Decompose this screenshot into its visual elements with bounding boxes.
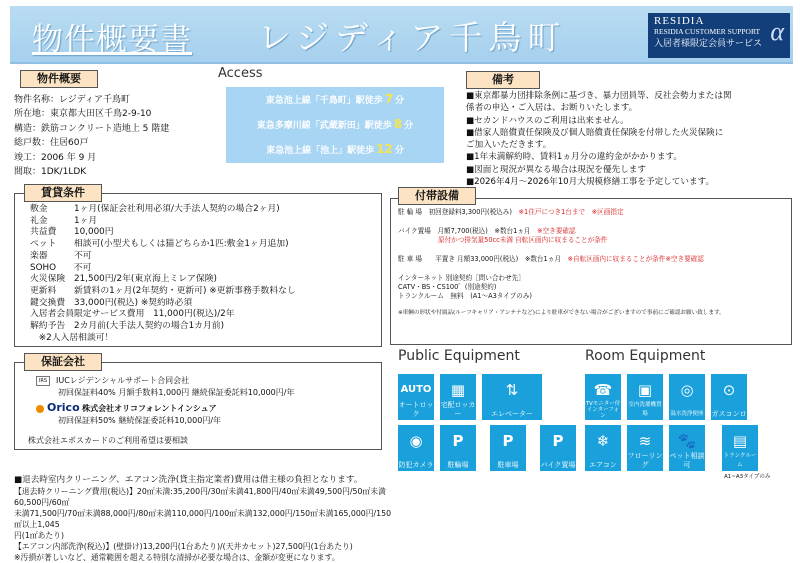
- washer-space-icon: ▣ 室内洗濯機置場: [627, 374, 663, 420]
- overview-line: 竣工：2006 年 9 月: [14, 152, 97, 163]
- gas-stove-icon: ⊙ ガスコンロ: [711, 374, 747, 420]
- elevator-icon: ⇅ エレベーター: [482, 374, 542, 420]
- air-conditioner-icon: ❄ エアコン: [585, 425, 621, 471]
- note-line: ■東京都暴力団排除条例に基づき、暴力団員等、反社会勢力または関: [466, 91, 732, 101]
- note-line: ■借家人賠償責任保険及び個人賠償責任保険を付帯した火災保険に: [466, 127, 724, 138]
- epos-note: 株式会社エポスカードのご利用希望は要相談: [28, 436, 188, 445]
- overview-line: 所在地：東京都大田区千鳥2-9-10: [14, 109, 152, 120]
- lease-line: 解約予告 2カ月前(大手法人契約の場合1カ月前): [30, 321, 224, 332]
- tv-intercom-icon: ☎ TVモニター付インターフォン: [585, 374, 621, 420]
- bike-parking-line: バイク置場 月額7,700(税込) ※数台1ヵ月 ※空き要確認: [398, 227, 576, 235]
- note-line: ■図面と現況が異なる場合は現況を優先します: [466, 164, 646, 175]
- internet-line: インターネット 別途契約［問い合わせ先］: [398, 274, 525, 282]
- lease-line: 共益費 10,000円: [30, 227, 114, 238]
- footer-line: ※汚損が著しいなど、通常範囲を超える特別な清掃が必要な場合は、金額が変更になります。: [14, 553, 340, 562]
- guarantor-header: 保証会社: [24, 353, 102, 371]
- overview-line: 総戸数：住居60戸: [14, 138, 89, 149]
- notes-list: [466, 90, 791, 188]
- facilities-header: 付帯設備: [398, 187, 476, 205]
- residia-logo: RESIDIA RESIDIA CUSTOMER SUPPORT 入居者様限定会員サービス α: [648, 13, 790, 58]
- lease-line: 敷金 1ヶ月(保証会社利用必須/大手法人契約の場合2ヶ月): [30, 204, 280, 214]
- room-equipment-title: Room Equipment: [585, 348, 706, 364]
- lease-header: 賃貸条件: [24, 184, 102, 202]
- flooring-icon: ≋ フローリング: [627, 425, 663, 471]
- note-line: ご加入いただきます。: [466, 140, 552, 151]
- note-line: ■2026年4月～2026年10月大規模修繕工事を予定しています。: [466, 177, 715, 188]
- access-row: 東急多摩川線「武蔵新田」駅徒歩 8 分: [256, 117, 414, 131]
- overview-list: [14, 93, 219, 179]
- notes-header: 備考: [466, 71, 540, 89]
- motorbike-parking-icon: P バイク置場: [540, 425, 576, 471]
- facilities-footnote: ※車輌の形状や付属品(ルーフキャリア・アンテナなど)により駐車ができない場合がございますので事前にご確認お願い致します。: [398, 310, 725, 316]
- footer-line: 【退去時クリーニング費用(税込)】20㎡未満:35,200円/30㎡未満41,800円/40㎡未満49,500円/50㎡未満60,500円/60㎡: [14, 487, 386, 507]
- orico-company: Orico 株式会社オリコフォレントインシュア: [36, 402, 376, 415]
- lease-line: ペット 相談可(小型犬もしくは猫どちらか1匹:敷金1ヶ月追加): [30, 239, 289, 250]
- delivery-locker-icon: ▦ 宅配ロッカー: [440, 374, 476, 420]
- lease-list: [30, 204, 380, 344]
- access-box: [226, 87, 444, 163]
- bike-parking-condition: 原付かつ排気量50cc未満 自転区画内に収まることが条件: [438, 236, 608, 244]
- orico-logo-icon: [36, 405, 44, 413]
- access-row: 東急池上線「千鳥町」駅徒歩 7 分: [265, 92, 405, 106]
- overview-line: 物件名称：レジディア千鳥町: [14, 95, 131, 105]
- lease-line: 楽器 不可: [30, 250, 92, 261]
- overview-line: 間取：1DK/1LDK: [14, 167, 87, 178]
- trunk-room-icon: ▤ トランクルーム: [722, 425, 758, 471]
- security-camera-icon: ◉ 防犯カメラ: [398, 425, 434, 471]
- iur-company: IRS IUCレジデンシャルサポート合同会社: [36, 375, 376, 387]
- overview-line: 構造：鉄筋コンクリート造地上 5 階建: [14, 123, 170, 134]
- catv-line: CATV・BS・CS100゜(別途契約): [398, 283, 497, 291]
- note-line: ■1年未満解約時、賃料1ヵ月分の違約金がかかります。: [466, 152, 683, 163]
- footer-line: 【エアコン内部洗浄(税込)】(壁掛け)13,200円(1台あたり)/(天井カセット)27,500円(1台あたり): [14, 542, 353, 551]
- iur-logo-icon: IRS: [36, 376, 50, 386]
- note-line: 係者の申込・ご入居は、お断りいたします。: [466, 103, 638, 114]
- lease-line: ※2人入居相談可！: [30, 332, 114, 343]
- facilities-content: [398, 208, 790, 318]
- footer-line: 未満71,500円/70㎡未満88,000円/80㎡未満110,000円/100㎡未満132,000円/150㎡未満165,000円/150㎡以上1,045: [14, 509, 392, 529]
- property-name: レジディア千鳥町: [258, 18, 567, 57]
- access-row: 東急池上線「池上」駅徒歩 12 分: [266, 142, 404, 156]
- public-equipment-title: Public Equipment: [398, 348, 520, 364]
- autolock-icon: AUTO オートロック: [398, 374, 434, 420]
- footer-line: ■退去時室内クリーニング、エアコン洗浄(貸主指定業者)費用は借主様の負担となります。: [14, 475, 363, 485]
- lease-line: SOHO 不可: [30, 262, 92, 273]
- note-line: ■セカンドハウスのご利用は出来ません。: [466, 115, 629, 126]
- bicycle-parking-line: 駐 輪 場 初回登録料3,300円(税込み) ※1住戸につき1台まで ※区画指定: [398, 208, 624, 216]
- orico-terms: 初回保証料50% 継続保証委託料10,000円/年: [58, 416, 222, 425]
- lease-line: 鍵交換費 33,000円(税込) ※契約時必須: [30, 297, 193, 308]
- lease-line: 更新料 新賃料の1ヶ月(2年契約・更新可) ※更新事務手数料なし: [30, 285, 296, 296]
- guarantor-content: [28, 375, 376, 447]
- iur-terms: 初回保証料40% 月額手数料1,000円 継続保証委託料10,000円/年: [58, 388, 295, 397]
- lease-line: 礼金 1ヶ月: [30, 215, 98, 226]
- access-title: Access: [218, 66, 263, 81]
- trunk-room-line: トランクルーム 無料 (A1～A3タイプのみ): [398, 292, 532, 300]
- bicycle-parking-icon: P 駐輪場: [440, 425, 476, 471]
- trunk-room-note: A1~A3タイプのみ: [724, 474, 771, 480]
- bidet-toilet-icon: ◎ 温水洗浄便座: [669, 374, 705, 420]
- document-title: 物件概要書: [32, 22, 192, 58]
- overview-header: 物件概要: [20, 70, 98, 88]
- car-parking-line: 駐 車 場 平置き 月額33,000円(税込) ※数台1ヵ月 ※自転区画内に収まることが条件※空き要確認: [398, 255, 704, 263]
- lease-line: 入居者会員限定サービス費用 11,000円(税込)/2年: [30, 309, 235, 320]
- footer-line: 円(1㎡あたり): [14, 531, 65, 540]
- car-parking-icon: P 駐車場: [490, 425, 526, 471]
- lease-line: 火災保険 21,500円/2年(東京海上ミレア保険): [30, 274, 217, 285]
- pet-allowed-icon: 🐾 ペット相談可: [669, 425, 705, 471]
- footer-notes: [14, 475, 394, 563]
